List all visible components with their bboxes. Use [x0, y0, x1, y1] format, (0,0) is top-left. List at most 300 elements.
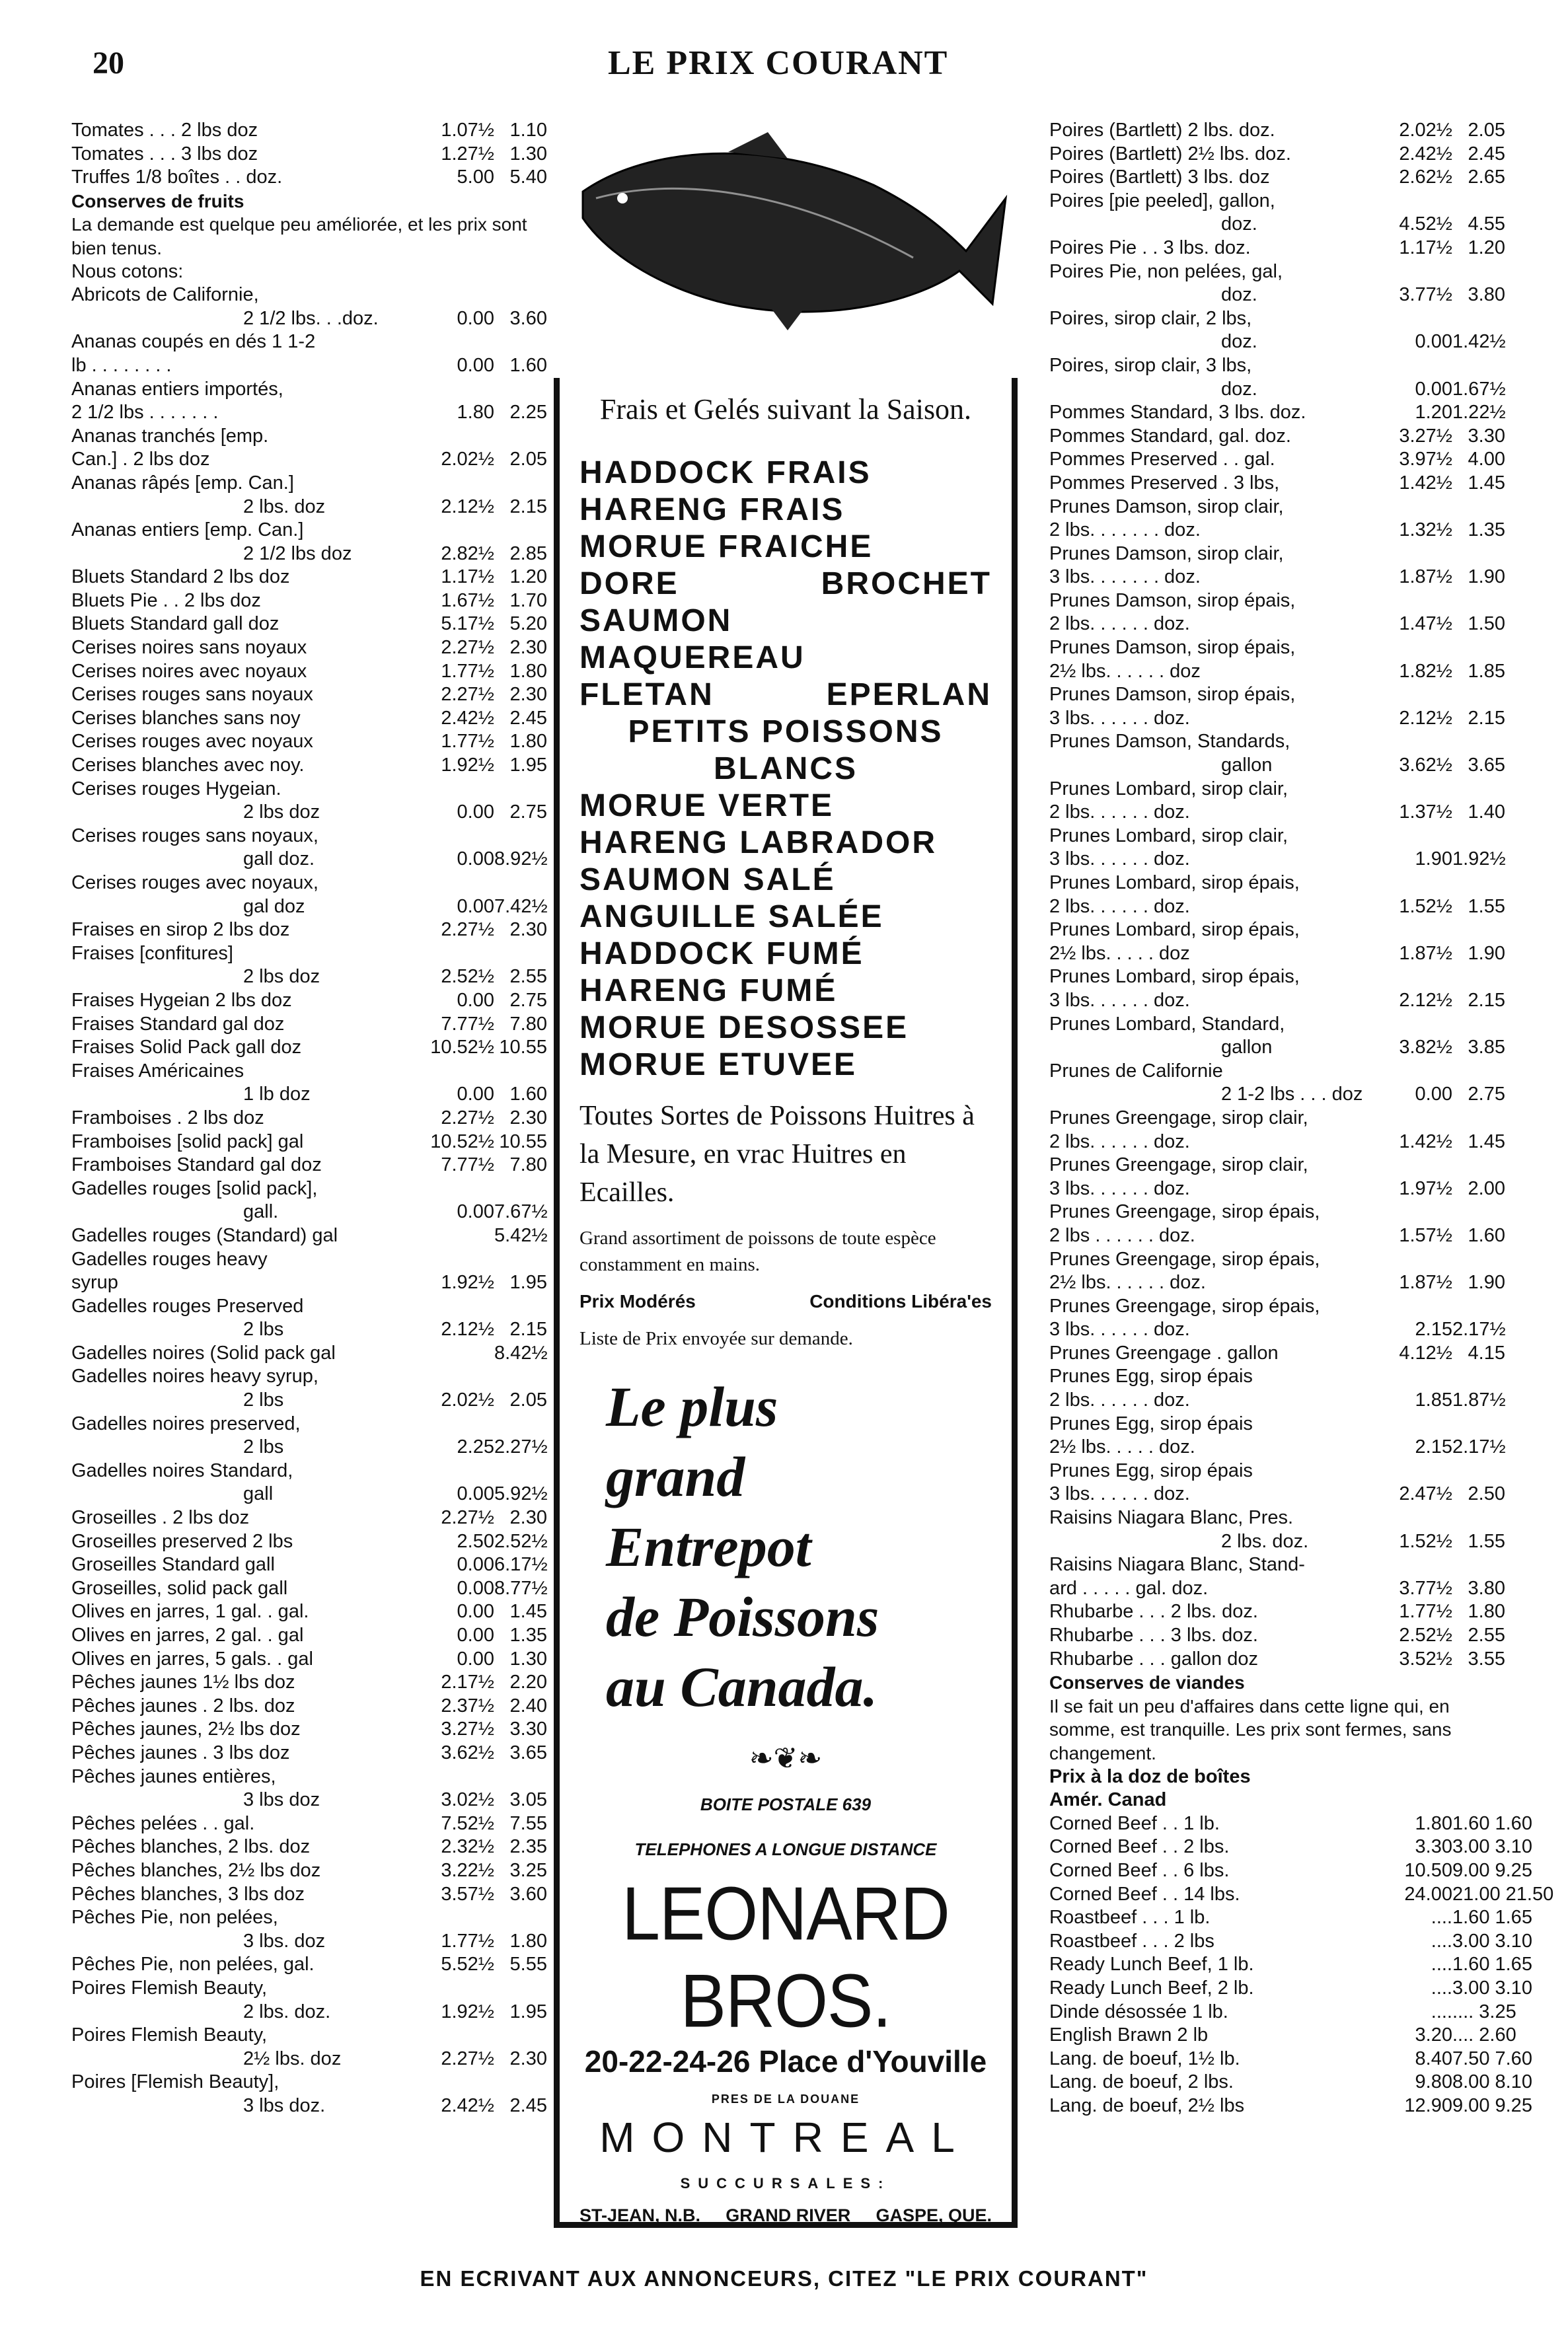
price-line	[71, 1342, 547, 1366]
price-low: 1.42½	[1399, 472, 1452, 494]
price-line	[1049, 143, 1505, 166]
price-high: 8.42½	[494, 1342, 548, 1364]
price-low: 1.77½	[1399, 1601, 1452, 1623]
item-label: Roastbeef . . . 2 lbs	[1049, 1930, 1214, 1952]
fish-item	[579, 1010, 992, 1047]
price-low: 8.40	[1415, 2048, 1452, 2069]
price-high: 8.77½	[494, 1577, 548, 1599]
price-low: 1.37½	[1399, 801, 1452, 823]
price-line	[71, 1365, 547, 1389]
price-high: 7.80	[509, 1013, 547, 1035]
item-label: Prunes Egg, sirop épais	[1049, 1366, 1253, 1387]
price-low: 1.77½	[441, 660, 494, 682]
price-low: 10.52½	[430, 1037, 494, 1058]
price-high: 7.42½	[494, 895, 548, 917]
ad-assortment: Grand assortiment de poissons de toute espèce constamment en mains.	[579, 1228, 936, 1275]
item-label: 2½ lbs. doz	[243, 2048, 342, 2069]
price-high: 1.67½	[1452, 378, 1506, 400]
item-label: Cerises noires avec noyaux	[71, 660, 307, 682]
item-label: doz.	[1221, 331, 1257, 353]
fish-item	[579, 1047, 992, 1084]
slogan-line: Le plus	[606, 1375, 778, 1438]
price-high: 3.85	[1468, 1037, 1505, 1058]
price-low: 0.00	[457, 354, 494, 376]
price-low: 2.12½	[441, 496, 494, 517]
price-line	[1049, 2048, 1532, 2071]
price-line	[71, 166, 547, 190]
price-high: 2.75	[509, 989, 547, 1011]
item-label: Poires Flemish Beauty,	[71, 2024, 268, 2046]
firm-name: LEONARD BROS.	[622, 1872, 950, 2044]
price-low: 0.00	[457, 1554, 494, 1576]
price-low: 2.02½	[1399, 120, 1452, 141]
item-label: Pêches jaunes . 3 lbs doz	[71, 1742, 290, 1763]
item-label: Prunes Greengage, sirop épais,	[1049, 1295, 1320, 1317]
item-label: Prunes Lombard, Standard,	[1049, 1013, 1285, 1035]
price-low: 2.17½	[441, 1672, 494, 1693]
price-line	[1049, 1930, 1532, 1954]
price-high: 2.52½	[494, 1530, 548, 1552]
item-label: 2½ lbs. . . . . doz	[1049, 942, 1190, 964]
conditions-liberales: Conditions Libéra'es	[809, 1291, 992, 1311]
fish-name: HARENG FRAIS	[579, 492, 845, 527]
price-line	[1049, 448, 1505, 472]
price-line	[1049, 942, 1505, 966]
item-label: Cerises rouges avec noyaux	[71, 731, 313, 753]
price-line	[71, 143, 547, 166]
price-low: 1.90	[1415, 848, 1452, 870]
item-label: Poires [pie peeled], gallon,	[1049, 190, 1275, 211]
item-label: Lang. de boeuf, 1½ lb.	[1049, 2048, 1240, 2069]
item-label: Gadelles rouges heavy	[71, 1248, 268, 1270]
price-line	[71, 918, 547, 942]
price-line	[1049, 1013, 1505, 1037]
price-high: 3.00 3.10	[1452, 1836, 1532, 1858]
price-line	[71, 707, 547, 731]
price-line	[1049, 1765, 1505, 1789]
price-high: 2.05	[1468, 120, 1505, 141]
price-low: 9.80	[1415, 2071, 1452, 2093]
fish-item	[579, 788, 992, 825]
price-high: 8.00 8.10	[1452, 2071, 1532, 2093]
price-low: 5.52½	[441, 1954, 494, 1976]
item-label: Ready Lunch Beef, 2 lb.	[1049, 1977, 1254, 1999]
price-low: 2.27½	[441, 2048, 494, 2069]
price-line	[1049, 754, 1505, 778]
price-high: 1.40	[1468, 801, 1505, 823]
price-line	[71, 1600, 547, 1624]
ad-price-list-note: Liste de Prix envoyée sur demande.	[579, 1328, 853, 1349]
price-high: 1.42½	[1452, 331, 1506, 353]
price-line	[1049, 1177, 1505, 1201]
price-low: 1.77½	[441, 1930, 494, 1952]
price-low: 3.52½	[1399, 1648, 1452, 1670]
price-low: 2.27½	[441, 637, 494, 659]
item-label: 2 lbs. . . . . . doz.	[1049, 895, 1190, 917]
item-label: Pêches blanches, 2 lbs. doz	[71, 1836, 311, 1858]
price-line	[71, 542, 547, 566]
item-label: 2 lbs. doz.	[243, 2001, 331, 2022]
price-high: 1.60 1.60	[1452, 1812, 1532, 1834]
fish-name: HADDOCK FUMÉ	[579, 936, 864, 971]
price-high: 2.30	[509, 637, 547, 659]
price-high: 2.45	[1468, 143, 1505, 165]
item-label: Ananas tranchés [emp.	[71, 425, 269, 447]
item-label: Cerises rouges Hygeian.	[71, 778, 281, 799]
price-line	[1049, 1389, 1505, 1413]
price-low: 1.52½	[1399, 895, 1452, 917]
fish-name: HARENG FUMÉ	[579, 973, 838, 1008]
item-label: Groseilles, solid pack gall	[71, 1577, 288, 1599]
price-high: 1.95	[509, 2001, 547, 2022]
item-label: gal doz	[243, 895, 305, 917]
price-low: 2.25	[457, 1436, 494, 1458]
price-line	[1049, 1695, 1505, 1765]
price-line	[1049, 612, 1505, 636]
item-label: Prunes Damson, sirop épais,	[1049, 589, 1296, 611]
price-line	[71, 1718, 547, 1742]
item-label: lb . . . . . . . .	[71, 354, 172, 376]
item-label: 3 lbs. . . . . . doz.	[1049, 1177, 1190, 1199]
price-line	[1049, 1624, 1505, 1648]
price-high: 2.25	[509, 402, 547, 424]
price-low: 2.12½	[1399, 707, 1452, 729]
item-label: 2 1-2 lbs . . . doz	[1221, 1084, 1363, 1105]
branch-st-jean: ST-JEAN, N.B.	[579, 2205, 701, 2225]
price-high: 3.80	[1468, 284, 1505, 306]
fish-item	[579, 936, 992, 973]
price-high: 3.30	[509, 1718, 547, 1740]
item-label: Corned Beef . . 14 lbs.	[1049, 1883, 1240, 1905]
price-high: 2.30	[509, 919, 547, 941]
price-line	[1049, 378, 1505, 402]
price-high: 1.80	[509, 660, 547, 682]
item-label: Raisins Niagara Blanc, Pres.	[1049, 1507, 1294, 1529]
price-low: 0.00	[457, 1577, 494, 1599]
price-line	[71, 1130, 547, 1154]
price-line	[71, 378, 547, 402]
item-label: Truffes 1/8 boîtes . . doz.	[71, 166, 283, 188]
price-high: 2.50	[1468, 1483, 1505, 1505]
price-line	[1049, 683, 1505, 707]
item-label: gallon	[1221, 1037, 1273, 1058]
price-high: 3.65	[1468, 755, 1505, 776]
price-high: .... 3.25	[1452, 2001, 1516, 2022]
item-label: Pêches blanches, 3 lbs doz	[71, 1883, 305, 1905]
price-high: 1.80	[509, 731, 547, 753]
price-low: 1.57½	[1399, 1224, 1452, 1246]
item-label: 2 lbs. . . . . . doz.	[1049, 801, 1190, 823]
item-label: Prunes Greengage, sirop clair,	[1049, 1154, 1308, 1176]
price-line	[71, 1883, 547, 1907]
price-high: 1.90	[1468, 942, 1505, 964]
price-line	[1049, 2001, 1516, 2024]
price-line	[71, 1295, 547, 1319]
item-label: Bluets Standard gall doz	[71, 613, 280, 635]
price-low: 3.02½	[441, 1789, 494, 1811]
price-low: 0.00	[457, 989, 494, 1011]
item-label: Ananas entiers importés,	[71, 378, 283, 400]
price-line	[71, 1835, 547, 1859]
price-low: 3.22½	[441, 1859, 494, 1881]
price-low: 3.62½	[441, 1742, 494, 1763]
ad-douane: PRES DE LA DOUANE	[711, 2092, 860, 2106]
price-line	[71, 1248, 547, 1272]
firm-address: 20-22-24-26 Place d'Youville	[584, 2044, 987, 2079]
price-line	[71, 825, 547, 848]
item-label: Cerises rouges sans noyaux	[71, 684, 313, 706]
price-line	[1049, 425, 1505, 449]
price-line	[1049, 213, 1505, 237]
item-label: 3 lbs doz	[243, 1789, 320, 1811]
price-line	[1049, 989, 1505, 1013]
item-label: 2 lbs. doz.	[1221, 1530, 1309, 1552]
price-line	[71, 801, 547, 825]
item-label: Pêches Pie, non pelées,	[71, 1907, 278, 1929]
price-low: 4.52½	[1399, 213, 1452, 235]
price-high: 4.55	[1468, 213, 1505, 235]
price-line	[71, 1977, 547, 2001]
price-low: 2.52½	[441, 966, 494, 988]
price-line	[71, 1930, 547, 1954]
price-line	[1049, 1483, 1505, 1506]
item-label: ard . . . . . gal. doz.	[1049, 1577, 1209, 1599]
price-high: 3.30	[1468, 425, 1505, 447]
item-label: Tomates . . . 2 lbs doz	[71, 120, 258, 141]
fish-item	[579, 566, 992, 603]
price-line	[1049, 307, 1505, 331]
price-low: 2.12½	[441, 1319, 494, 1341]
price-high: 2.00	[1468, 1177, 1505, 1199]
item-label: Pêches blanches, 2½ lbs doz	[71, 1859, 321, 1881]
item-label: Framboises [solid pack] gal	[71, 1130, 304, 1152]
item-label: 2 lbs	[243, 1436, 284, 1458]
price-line	[1049, 2024, 1516, 2048]
fish-name: DORE	[579, 566, 679, 601]
item-label: 2 lbs. doz	[243, 496, 326, 517]
price-high: 1.60 1.65	[1452, 1954, 1532, 1976]
price-low: 2.50	[457, 1530, 494, 1552]
price-high: 2.05	[509, 1389, 547, 1411]
price-line	[1049, 1036, 1505, 1060]
item-label: Prunes Damson, sirop épais,	[1049, 684, 1296, 706]
item-label: Gadelles rouges Preserved	[71, 1295, 304, 1317]
item-label: doz.	[1221, 213, 1257, 235]
item-label: Il se fait un peu d'affaires dans cette ligne qui, en somme, est tranquille. Les prix sont fermes, sans changement.	[1049, 1695, 1452, 1763]
price-high: 1.35	[1468, 519, 1505, 541]
price-high: 3.05	[509, 1789, 547, 1811]
item-label: Can.] . 2 lbs doz	[71, 449, 210, 470]
price-line	[1049, 1977, 1532, 2001]
fish-name: ANGUILLE SALÉE	[579, 899, 884, 934]
price-high: 1.95	[509, 755, 547, 776]
price-high: 1.80	[509, 1930, 547, 1952]
item-label: Prix à la doz de boîtes	[1049, 1765, 1251, 1787]
price-line	[71, 401, 547, 425]
price-high: 1.92½	[1452, 848, 1506, 870]
item-label: 2½ lbs. . . . . . doz	[1049, 660, 1201, 682]
item-label: Groseilles . 2 lbs doz	[71, 1507, 250, 1529]
price-low: 2.52½	[1399, 1625, 1452, 1646]
price-line	[1049, 778, 1505, 801]
price-high: 2.75	[509, 801, 547, 823]
price-high: 1.30	[509, 1648, 547, 1670]
price-line	[1049, 1295, 1505, 1319]
item-label: Rhubarbe . . . 2 lbs. doz.	[1049, 1601, 1258, 1623]
price-high: 7.55	[509, 1812, 547, 1834]
price-high: 3.25	[509, 1859, 547, 1881]
item-label: Rhubarbe . . . 3 lbs. doz.	[1049, 1625, 1258, 1646]
item-label: 2 lbs doz	[243, 801, 320, 823]
price-high: 1.60	[509, 1084, 547, 1105]
price-low: 1.47½	[1399, 613, 1452, 635]
item-label: Fraises Hygeian 2 lbs doz	[71, 989, 292, 1011]
price-high: 2.15	[509, 496, 547, 517]
item-label: Framboises . 2 lbs doz	[71, 1107, 264, 1128]
price-low: 0.00	[457, 848, 494, 870]
price-low: 24.00	[1404, 1883, 1452, 1905]
price-line	[1049, 2094, 1532, 2118]
fish-name: HADDOCK FRAIS	[579, 455, 872, 490]
item-label: 1 lb doz	[243, 1084, 311, 1105]
price-line	[1049, 566, 1505, 589]
price-low: 2.82½	[441, 542, 494, 564]
price-low: ....	[1431, 1977, 1452, 1999]
ad-conditions	[579, 1291, 992, 1312]
item-label: Conserves de viandes	[1049, 1672, 1245, 1693]
price-line	[1049, 1130, 1505, 1154]
price-line	[71, 1506, 547, 1530]
price-low: 3.30	[1415, 1836, 1452, 1858]
price-line	[71, 425, 547, 449]
item-label: Nous cotons:	[71, 260, 184, 282]
price-line	[1049, 1107, 1505, 1130]
fish-item	[579, 825, 992, 862]
item-label: Prunes Egg, sirop épais	[1049, 1459, 1253, 1481]
price-line	[71, 2048, 547, 2071]
item-label: Groseilles preserved 2 lbs	[71, 1530, 293, 1552]
item-label: Prunes Damson, Standards,	[1049, 731, 1290, 753]
price-high: 7.67½	[494, 1201, 548, 1223]
item-label: Cerises rouges avec noyaux,	[71, 872, 318, 893]
price-low: 0.00	[457, 307, 494, 329]
item-label: 2 lbs doz	[243, 966, 320, 988]
price-high: 1.35	[509, 1625, 547, 1646]
item-label: Fraises Standard gal doz	[71, 1013, 285, 1035]
price-high: 2.85	[509, 542, 547, 564]
price-high: 2.55	[509, 966, 547, 988]
price-high: 2.27½	[494, 1436, 548, 1458]
item-label: Pêches jaunes, 2½ lbs doz	[71, 1718, 301, 1740]
price-high: 2.17½	[1452, 1319, 1506, 1341]
ad-boite-postale: BOITE POSTALE 639	[700, 1794, 872, 1814]
price-line	[1049, 1365, 1505, 1389]
item-label: 2 lbs. . . . . . doz.	[1049, 1130, 1190, 1152]
price-line	[71, 1671, 547, 1695]
price-line	[1049, 354, 1505, 378]
price-low: 2.15	[1415, 1319, 1452, 1341]
price-low: 1.87½	[1399, 1272, 1452, 1294]
price-low: 2.42½	[1399, 143, 1452, 165]
price-low: 5.00	[457, 166, 494, 188]
price-high: 6.17½	[494, 1554, 548, 1576]
price-line	[1049, 330, 1505, 354]
journal-title: LE PRIX COURANT	[608, 44, 949, 82]
item-label: Cerises blanches sans noy	[71, 707, 301, 729]
item-label: Corned Beef . . 2 lbs.	[1049, 1836, 1230, 1858]
price-line	[71, 1765, 547, 1789]
item-label: Prunes Lombard, sirop clair,	[1049, 778, 1288, 799]
item-label: Olives en jarres, 2 gal. . gal	[71, 1625, 304, 1646]
item-label: 3 lbs. doz	[243, 1930, 326, 1952]
price-line	[1049, 1648, 1505, 1672]
price-line	[1049, 1671, 1505, 1695]
price-low: 1.32½	[1399, 519, 1452, 541]
item-label: Bluets Pie . . 2 lbs doz	[71, 589, 261, 611]
price-line	[1049, 660, 1505, 684]
price-high: 2.75	[1468, 1084, 1505, 1105]
price-high: 2.45	[509, 707, 547, 729]
price-line	[1049, 1506, 1505, 1530]
item-label: 2 lbs . . . . . . doz.	[1049, 1224, 1195, 1246]
item-label: Prunes Damson, sirop clair,	[1049, 496, 1284, 517]
price-line	[1049, 2071, 1532, 2094]
price-high: 1.90	[1468, 1272, 1505, 1294]
page-number: 20	[93, 46, 124, 81]
price-line	[71, 1413, 547, 1436]
salmon-illustration	[570, 106, 1019, 370]
price-low: 2.27½	[441, 919, 494, 941]
price-high: 2.35	[509, 1836, 547, 1858]
item-label: 3 lbs. . . . . . doz.	[1049, 1483, 1190, 1505]
price-high: 3.00 3.10	[1452, 1930, 1532, 1952]
item-label: 2 lbs. . . . . . . doz.	[1049, 519, 1201, 541]
item-label: Framboises Standard gal doz	[71, 1154, 322, 1176]
fish-name: BROCHET	[821, 566, 992, 601]
price-line	[71, 636, 547, 660]
price-low: 1.27½	[441, 143, 494, 165]
price-low: 3.77½	[1399, 1577, 1452, 1599]
price-line	[1049, 237, 1505, 260]
price-low: ....	[1431, 2001, 1452, 2022]
price-line	[1049, 1577, 1505, 1601]
price-line	[1049, 636, 1505, 660]
price-line	[71, 1695, 547, 1718]
price-low: 5.17½	[441, 613, 494, 635]
item-label: gall doz.	[243, 848, 315, 870]
price-line	[71, 190, 547, 213]
fish-item	[579, 529, 992, 566]
price-line	[71, 1859, 547, 1883]
fish-name: MORUE ETUVEE	[579, 1047, 858, 1082]
item-label: Gadelles rouges [solid pack],	[71, 1177, 318, 1199]
price-low: 2.47½	[1399, 1483, 1452, 1505]
item-label: Tomates . . . 3 lbs doz	[71, 143, 258, 165]
price-line	[1049, 1083, 1505, 1107]
price-line	[71, 1177, 547, 1201]
slogan-line: au Canada.	[606, 1655, 878, 1718]
price-line	[1049, 1318, 1505, 1342]
item-label: Fraises Américaines	[71, 1060, 244, 1082]
price-high: 1.55	[1468, 895, 1505, 917]
price-line	[71, 1577, 547, 1601]
price-line	[71, 589, 547, 613]
item-label: Gadelles noires (Solid pack gal	[71, 1342, 336, 1364]
item-label: syrup	[71, 1272, 118, 1294]
price-line	[71, 283, 547, 307]
price-high: 7.50 7.60	[1452, 2048, 1532, 2069]
price-low: 4.12½	[1399, 1342, 1452, 1364]
